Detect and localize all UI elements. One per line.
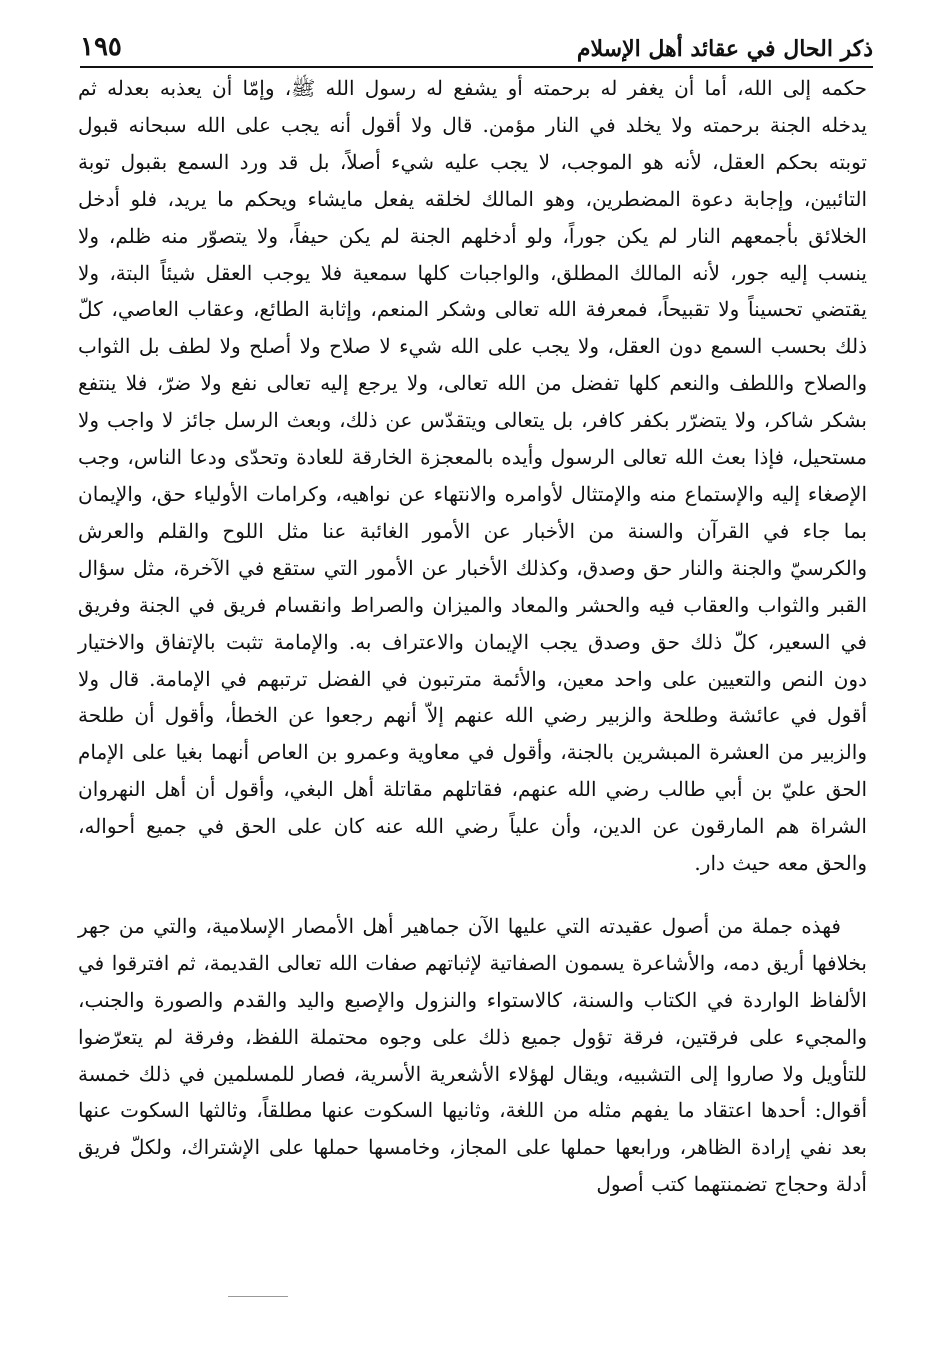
footer-rule [228, 1296, 288, 1297]
running-title: ذكر الحال في عقائد أهل الإسلام [576, 36, 873, 62]
paragraph-2: فهذه جملة من أصول عقيدته التي عليها الآن جماهير أهل الأمصار الإسلامية، والتي من جهر بخلافها أريق دمه، والأشاعرة يسمون الصفاتية لإثباتهم صفات الله تعالى القديمة، ثم افترقوا في الألفاظ الواردة في الكتاب والسنة، كالاستواء والنزول والإصبع واليد والقدم والصورة والجنب، والمجيء على فرقتين، فرقة تؤول جميع ذلك على وجوه محتملة اللفظ، وفرقة لم يتعرّضوا للتأويل ولا صاروا إلى التشبيه، ويقال لهؤلاء الأشعرية الأسرية، فصار للمسلمين في ذلك خمسة أقوال: أحدها اعتقاد ما يفهم مثله من اللغة، وثانيها السكوت عنها مطلقاً، وثالثها السكوت عنها بعد نفي إرادة الظاهر، ورابعها حملها على المجاز، وخامسها حملها على الإشتراك، ولكلّ فريق أدلة وحجاج تضمنتهما كتب أصول [78, 913, 867, 1197]
body-text [78, 70, 867, 1203]
paragraph-1: حكمه إلى الله، أما أن يغفر له برحمته أو يشفع له رسول الله ﷺ، وإمّا أن يعذبه بعدله ثم يدخله الجنة برحمته ولا يخلد في النار مؤمن. قال ولا أقول أنه يجب على الله سبحانه قبول توبته بحكم العقل، لأنه هو الموجب، لا يجب عليه شيء أصلاً، بل قد ورد السمع بقبول توبة التائبين، وإجابة دعوة المضطرين، وهو المالك لخلقه يفعل مايشاء ويحكم ما يريد، فلو أدخل الخلائق بأجمعهم النار لم يكن جوراً، ولو أدخلهم الجنة لم يكن حيفاً، ولا يتصوّر منه ظلم، ولا ينسب إليه جور، لأنه المالك المطلق، والواجبات كلها سمعية فلا يوجب العقل شيئاً البتة، ولا يقتضي تحسيناً ولا تقبيحاً، فمعرفة الله تعالى وشكر المنعم، وإثابة الطائع، وعقاب العاصي، كلّ ذلك بحسب السمع دون العقل، ولا يجب على الله شيء لا صلاح ولا أصلح ولا لطف بل الثواب والصلاح واللطف والنعم كلها تفضل من الله تعالى، ولا يرجع إليه تعالى نفع ولا ضرّ، فلا ينتفع بشكر شاكر، ولا يتضرّر بكفر كافر، بل يتعالى ويتقدّس عن ذلك، وبعث الرسل جائز لا واجب ولا مستحيل، فإذا بعث الله تعالى الرسول وأيده بالمعجزة الخارقة للعادة وتحدّى ودعا الناس، وجب الإصغاء إليه والإستماع منه والإمتثال لأوامره والانتهاء عن نواهيه، وكرامات الأولياء حق، والإيمان بما جاء في القرآن والسنة من الأخبار عن الأمور الغائبة عنا مثل اللوح والقلم والعرش والكرسيّ والجنة والنار حق وصدق، وكذلك الأخبار عن الأمور التي ستقع في الآخرة، مثل سؤال القبر والثواب والعقاب فيه والحشر والمعاد والميزان والصراط وانقسام فريق في الجنة وفريق في السعير، كلّ ذلك حق وصدق يجب الإيمان والاعتراف به. والإمامة تثبت بالإتفاق والاختيار دون النص والتعيين على واحد معين، والأئمة مترتبون في الفضل ترتبهم في الإمامة. قال ولا أقول في عائشة وطلحة والزبير رضي الله عنهم إلاّ أنهم رجعوا عن الخطأ، وأقول أن طلحة والزبير من العشرة المبشرين بالجنة، وأقول في معاوية وعمرو بن العاص أنهما بغيا على الإمام الحق عليّ بن أبي طالب رضي الله عنهم، فقاتلهم مقاتلة أهل البغي، وأقول أن أهل النهروان الشراة هم المارقون عن الدين، وأن علياً رضي الله عنه كان على الحق في جميع أحواله، والحق معه حيث دار. [78, 76, 867, 876]
page-header [80, 18, 873, 68]
page-number: ١٩٥ [80, 32, 122, 62]
